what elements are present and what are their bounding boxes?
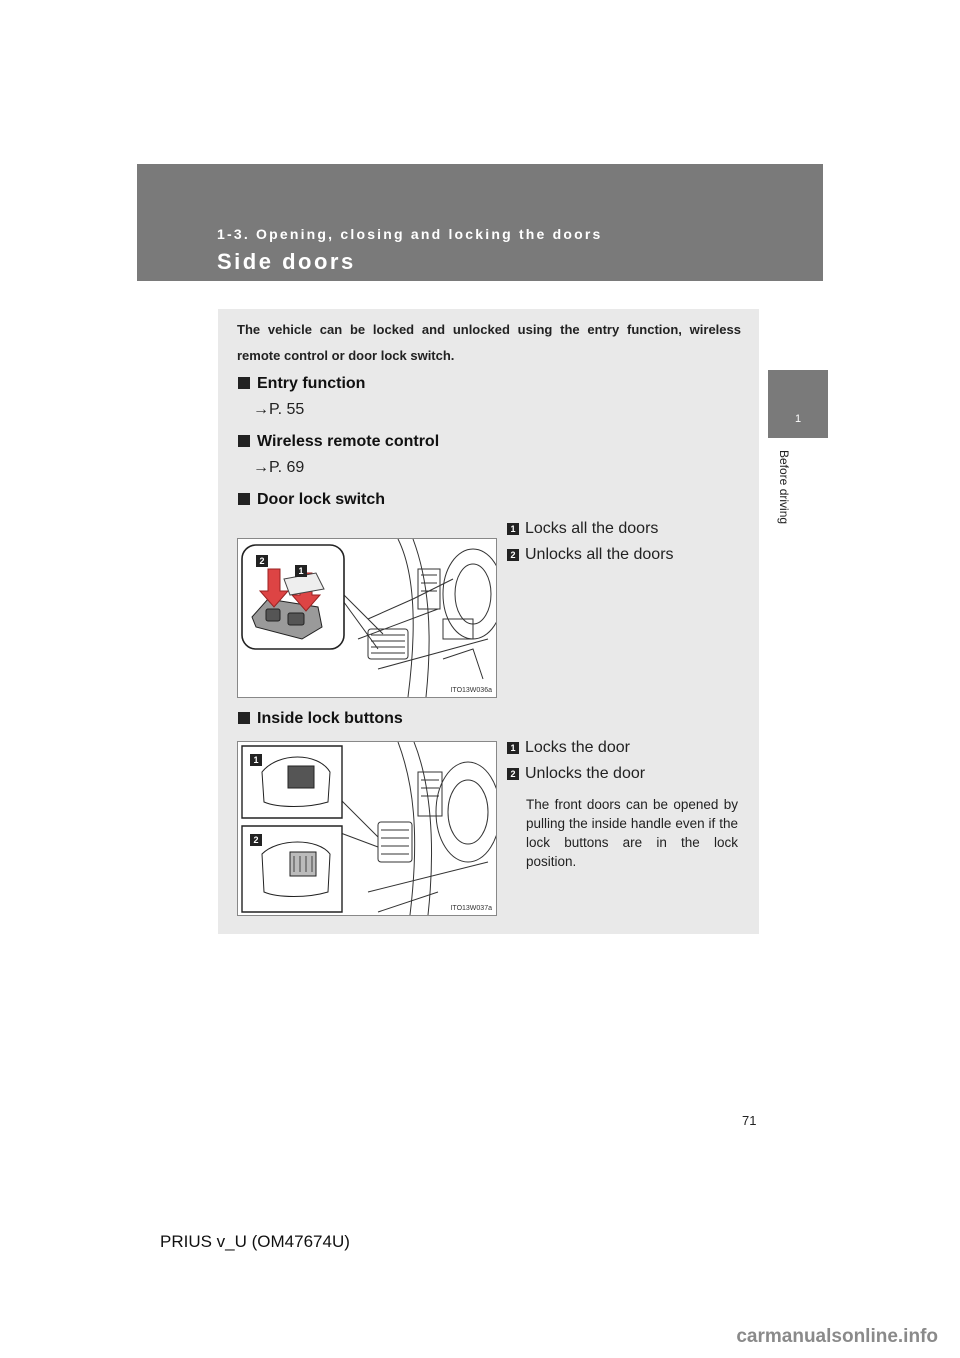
- item-number-1: 1: [507, 523, 519, 535]
- item-number-2: 2: [507, 768, 519, 780]
- page-number: 71: [742, 1113, 757, 1128]
- item-number-1: 1: [507, 742, 519, 754]
- heading-door-lock-switch: Door lock switch: [238, 491, 385, 509]
- manual-footer: PRIUS v_U (OM47674U): [160, 1232, 350, 1251]
- callout-2: 2: [250, 834, 262, 846]
- unlock-door-item: 2 Unlocks the door: [507, 765, 645, 783]
- bullet-square-icon: [238, 493, 250, 505]
- page-reference-remote[interactable]: →P. 69: [253, 459, 305, 476]
- lock-all-item: 1 Locks all the doors: [507, 520, 658, 538]
- inside-handle-note: The front doors can be opened by pulling the inside handle even if the lock buttons are in the lock position.: [526, 797, 738, 869]
- item-number-2: 2: [507, 549, 519, 561]
- intro-text: The vehicle can be locked and unlocked using the entry function, wireless remote control or door lock switch.: [237, 322, 741, 363]
- lock-door-item: 1 Locks the door: [507, 739, 630, 757]
- section-title: 1-3. Opening, closing and locking the doors: [217, 226, 603, 242]
- page-title: Side doors: [217, 249, 356, 274]
- page-reference-entry[interactable]: →P. 55: [253, 401, 305, 418]
- watermark: carmanualsonline.info: [736, 1326, 938, 1347]
- chapter-label: Before driving: [777, 450, 791, 525]
- door-lock-switch-illustration: [238, 539, 496, 697]
- callout-1: 1: [295, 565, 307, 577]
- bullet-square-icon: [238, 377, 250, 389]
- callout-2: 2: [256, 555, 268, 567]
- heading-entry-function: Entry function: [238, 375, 365, 393]
- bullet-square-icon: [238, 712, 250, 724]
- inside-lock-buttons-illustration: [238, 742, 496, 915]
- chapter-header: [137, 164, 823, 281]
- chapter-tab[interactable]: [768, 370, 828, 438]
- callout-1: 1: [250, 754, 262, 766]
- figure-code: ITO13W036a: [450, 687, 492, 694]
- heading-wireless-remote: Wireless remote control: [238, 433, 439, 451]
- heading-inside-lock-buttons: Inside lock buttons: [238, 710, 403, 728]
- figure-code: ITO13W037a: [450, 905, 492, 912]
- inside-lock-buttons-figure: [237, 741, 497, 916]
- unlock-all-item: 2 Unlocks all the doors: [507, 546, 674, 564]
- chapter-number: 1: [794, 413, 802, 425]
- door-lock-switch-figure: [237, 538, 497, 698]
- bullet-square-icon: [238, 435, 250, 447]
